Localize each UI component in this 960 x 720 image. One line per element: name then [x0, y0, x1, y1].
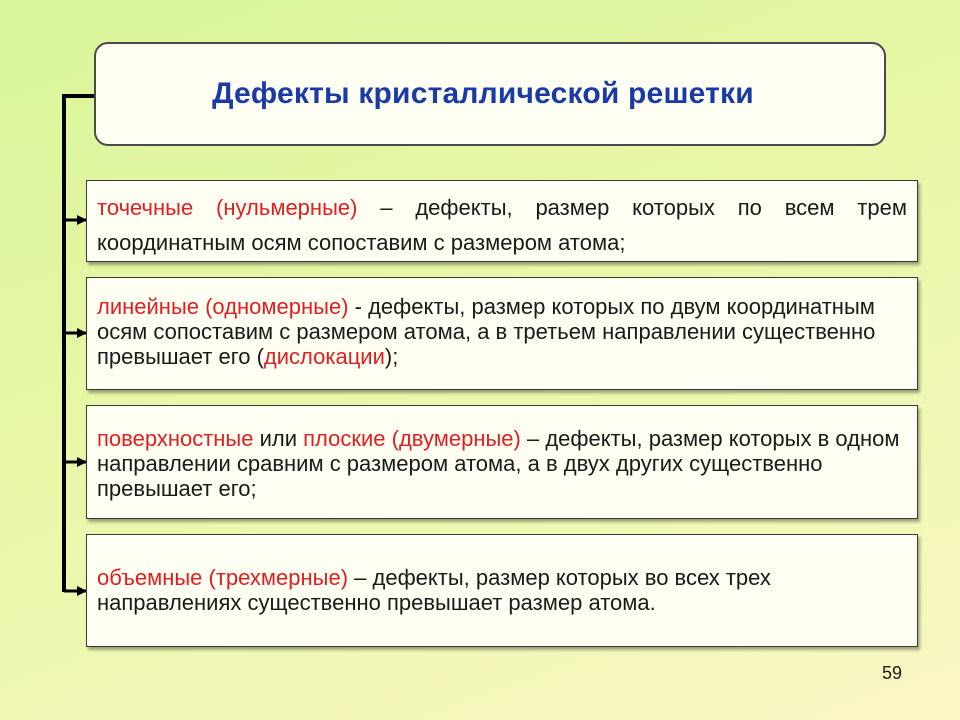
slide-title: Дефекты кристаллической решетки [212, 77, 754, 110]
defect-item-linear [86, 277, 918, 390]
defect-item-surface [86, 405, 918, 519]
item-description: – дефекты, размер которых во всех трех направлениях существенно превышает размер атома. [97, 565, 771, 615]
defect-item-point [86, 180, 918, 262]
defect-item-volume [86, 534, 918, 647]
title-box [94, 42, 886, 146]
item-description: – дефекты, размер которых в одном направлении сравним с размером атома, а в двух других существенно превышает его; [97, 426, 900, 501]
item-connector-word: или [253, 426, 304, 451]
item-term: линейные (одномерные) [97, 294, 349, 319]
item-term: объемные (трехмерные) [97, 565, 349, 590]
item-description-end: ); [384, 344, 399, 369]
item-term: точечные (нульмерные) [97, 195, 358, 220]
item-term-planar: плоские (двумерные) [303, 426, 521, 451]
item-description: – дефекты, размер которых по всем трем координатным осям сопоставим с размером атома; [97, 195, 907, 255]
page-number: 59 [881, 663, 902, 683]
item-term: поверхностные [97, 426, 254, 451]
item-term-dislocations: дислокации [263, 344, 385, 369]
item-description: - дефекты, размер которых по двум координатным осям сопоставим с размером атома, а в третьем направлении существенно превышает его ( [97, 294, 876, 369]
